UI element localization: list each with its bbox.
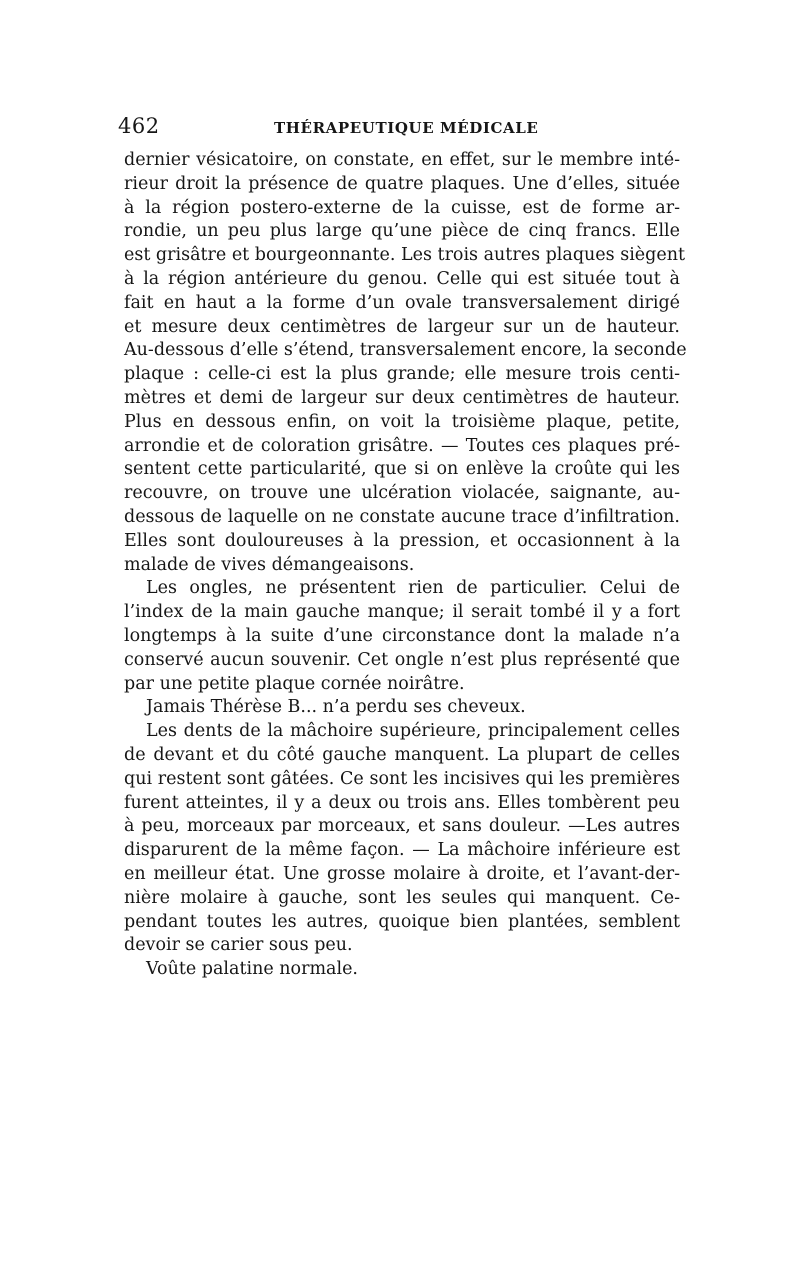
text-line: l’index de la main gauche manque; il serait tombé il y a fort xyxy=(124,602,680,623)
text-line: mètres et demi de largeur sur deux centimètres de hauteur. xyxy=(124,387,680,408)
text-line: par une petite plaque cornée noirâtre. xyxy=(124,673,465,694)
text-line: dernier vésicatoire, on constate, en effet, sur le membre inté- xyxy=(124,150,680,170)
text-line: conservé aucun souvenir. Cet ongle n’est plus représenté que xyxy=(124,649,680,670)
paragraph-start-line: Jamais Thérèse B... n’a perdu ses cheveux. xyxy=(146,697,526,718)
text-line: à la région postero-externe de la cuisse, est de forme ar- xyxy=(124,197,680,218)
text-line: et mesure deux centimètres de largeur sur un de hauteur. xyxy=(124,316,680,337)
text-line: qui restent sont gâtées. Ce sont les incisives qui les premières xyxy=(124,768,680,789)
body-text xyxy=(124,149,687,982)
text-line: fait en haut a la forme d’un ovale transversalement dirigé xyxy=(124,292,680,313)
text-line: malade de vives démangeaisons. xyxy=(124,554,415,575)
text-line: furent atteintes, il y a deux ou trois ans. Elles tombèrent peu xyxy=(124,792,680,813)
text-line: rieur droit la présence de quatre plaques. Une d’elles, située xyxy=(124,173,680,194)
text-line: arrondie et de coloration grisâtre. — Toutes ces plaques pré- xyxy=(124,435,680,456)
text-line: à peu, morceaux par morceaux, et sans douleur. —Les autres xyxy=(124,816,680,837)
text-line: disparurent de la même façon. — La mâchoire inférieure est xyxy=(124,840,680,861)
text-line: de devant et du côté gauche manquent. La plupart de celles xyxy=(124,744,680,765)
text-line: à la région antérieure du genou. Celle qui est située tout à xyxy=(124,268,680,289)
paragraph-start-line: Les dents de la mâchoire supérieure, principalement celles xyxy=(146,721,680,742)
text-line: dessous de laquelle on ne constate aucune trace d’infiltration. xyxy=(124,506,680,527)
text-line: est grisâtre et bourgeonnante. Les trois autres plaques siègent xyxy=(124,245,686,266)
text-line: pendant toutes les autres, quoique bien plantées, semblent xyxy=(124,911,680,932)
page-header xyxy=(118,110,680,142)
text-line: sentent cette particularité, que si on enlève la croûte qui les xyxy=(124,459,680,480)
paragraph-start-line: Voûte palatine normale. xyxy=(146,959,358,980)
text-line: Plus en dessous enfin, on voit la troisième plaque, petite, xyxy=(124,411,680,432)
text-line: rondie, un peu plus large qu’une pièce de cinq francs. Elle xyxy=(124,221,680,242)
text-line: nière molaire à gauche, sont les seules qui manquent. Ce- xyxy=(124,887,680,908)
text-line: recouvre, on trouve une ulcération violacée, saignante, au- xyxy=(124,483,680,504)
paragraph-start-line: Les ongles, ne présentent rien de particulier. Celui de xyxy=(146,578,680,599)
text-line: plaque : celle-ci est la plus grande; elle mesure trois centi- xyxy=(124,364,680,385)
text-line: devoir se carier sous peu. xyxy=(124,935,353,956)
text-line: Elles sont douloureuses à la pression, et occasionnent à la xyxy=(124,530,680,551)
text-line: en meilleur état. Une grosse molaire à droite, et l’avant-der- xyxy=(124,863,680,884)
running-title: THÉRAPEUTIQUE MÉDICALE xyxy=(274,119,539,137)
text-line: Au-dessous d’elle s’étend, transversalement encore, la seconde xyxy=(124,340,687,361)
page-number: 462 xyxy=(118,114,160,138)
text-line: longtemps à la suite d’une circonstance dont la malade n’a xyxy=(124,625,680,646)
